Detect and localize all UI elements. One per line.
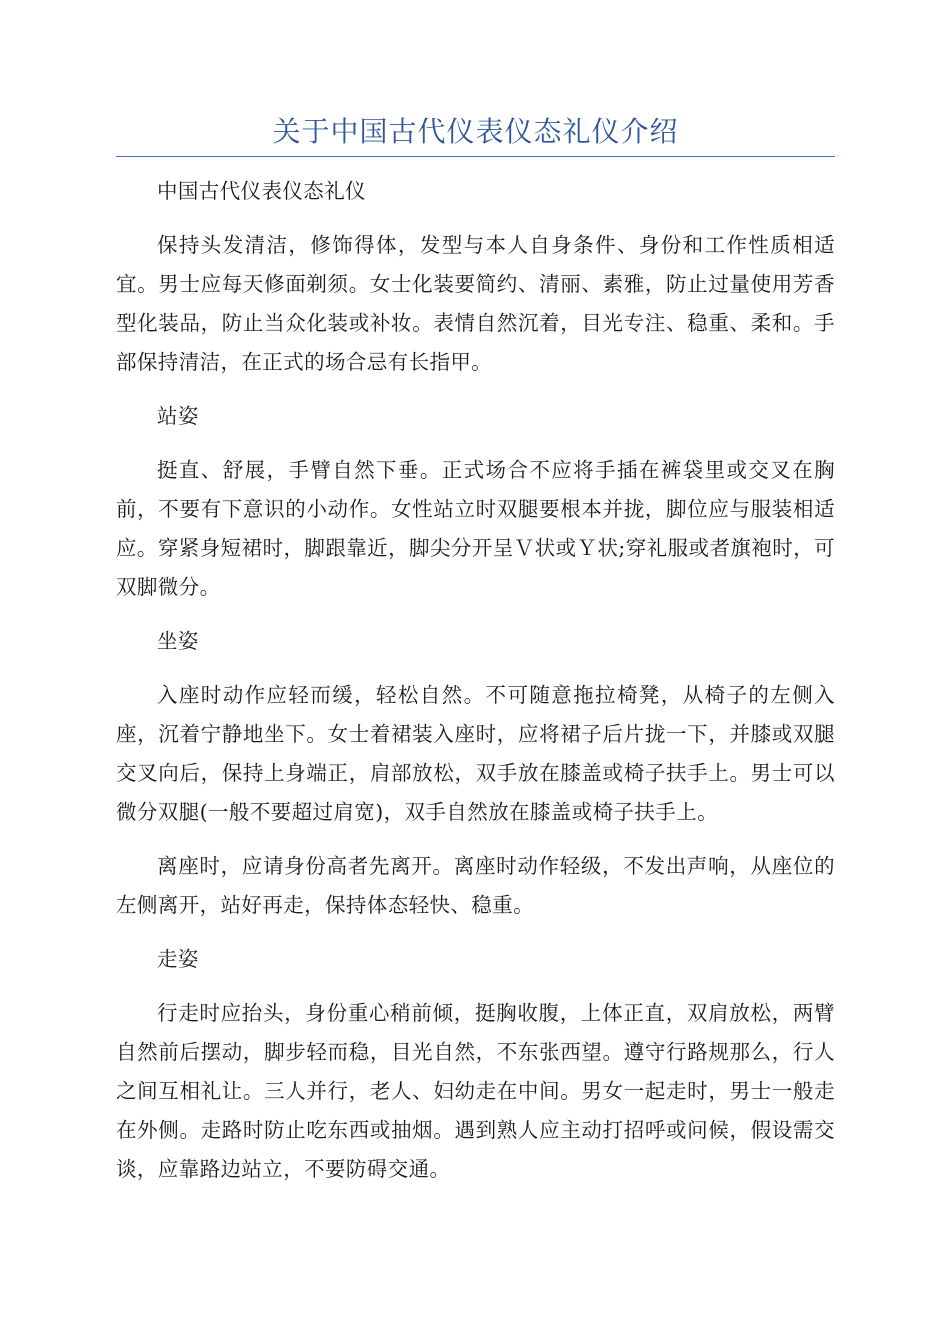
paragraph-appearance: 保持头发清洁，修饰得体，发型与本人自身条件、身份和工作性质相适宜。男士应每天修面剃须。女士化装要简约、清丽、素雅，防止过量使用芳香型化装品，防止当众化装或补妆。表情自然沉着，目光专注、稳重、柔和。手部保持清洁，在正式的场合忌有长指甲。	[116, 233, 835, 374]
paragraph-leaving-seat: 离座时，应请身份高者先离开。离座时动作轻级，不发出声响，从座位的左侧离开，站好再走，保持体态轻快、稳重。	[116, 854, 835, 917]
document-body	[116, 172, 835, 1204]
section-heading-sitting: 坐姿	[157, 629, 199, 653]
document-title: 关于中国古代仪表仪态礼仪介绍	[272, 115, 679, 148]
section-heading-walking: 走姿	[157, 947, 199, 971]
paragraph-sitting: 入座时动作应轻而缓，轻松自然。不可随意拖拉椅凳，从椅子的左侧入座，沉着宁静地坐下。女士着裙装入座时，应将裙子后片拢一下，并膝或双腿交叉向后，保持上身端正，肩部放松，双手放在膝盖或椅子扶手上。男士可以微分双腿(一般不要超过肩宽)，双手自然放在膝盖或椅子扶手上。	[116, 683, 835, 824]
title-block	[116, 112, 835, 157]
section-heading-intro: 中国古代仪表仪态礼仪	[157, 179, 366, 203]
paragraph-walking: 行走时应抬头，身份重心稍前倾，挺胸收腹，上体正直，双肩放松，两臂自然前后摆动，脚步轻而稳，目光自然，不东张西望。遵守行路规那么，行人之间互相礼让。三人并行，老人、妇幼走在中间。男女一起走时，男士一般走在外侧。走路时防止吃东西或抽烟。遇到熟人应主动打招呼或问候，假设需交谈，应靠路边站立，不要防碍交通。	[116, 1001, 835, 1181]
paragraph-standing: 挺直、舒展，手臂自然下垂。正式场合不应将手插在裤袋里或交叉在胸前，不要有下意识的小动作。女性站立时双腿要根本并拢，脚位应与服装相适应。穿紧身短裙时，脚跟靠近，脚尖分开呈Ｖ状或Ｙ状;穿礼服或者旗袍时，可双脚微分。	[116, 458, 835, 599]
section-heading-standing: 站姿	[157, 404, 199, 428]
